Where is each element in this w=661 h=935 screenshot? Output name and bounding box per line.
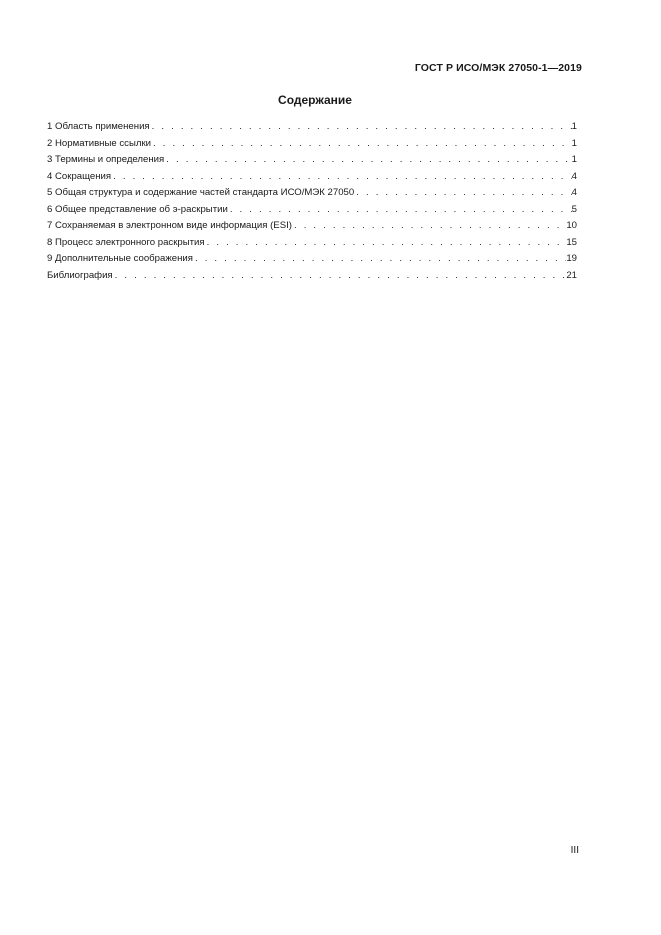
toc-item-page: 19 <box>566 253 577 264</box>
toc-item-page: 1 <box>571 137 577 149</box>
toc-item-bibliography[interactable] <box>47 268 577 285</box>
toc-item-page: 21 <box>566 269 577 281</box>
toc-leader-dots <box>113 169 572 186</box>
toc-item-label: 3 Термины и определения <box>47 154 165 165</box>
toc-item-label: Библиография <box>47 269 113 281</box>
toc-item-page: 1 <box>571 121 577 132</box>
toc-item-terms-definitions[interactable] <box>47 152 577 169</box>
toc-item-structure[interactable] <box>47 185 577 202</box>
toc-item-label: 2 Нормативные ссылки <box>47 137 152 149</box>
toc-item-page: 1 <box>571 154 577 165</box>
toc-item-label: 7 Сохраняемая в электронном виде информация (ESI) <box>47 220 292 231</box>
toc-item-scope[interactable] <box>47 119 577 136</box>
toc-item-label: 4 Сокращения <box>47 170 112 182</box>
document-code-header: ГОСТ Р ИСО/МЭК 27050-1—2019 <box>414 62 582 74</box>
toc-item-page: 5 <box>571 203 577 215</box>
toc-item-ediscovery-process[interactable] <box>47 235 577 252</box>
toc-item-label: 8 Процесс электронного раскрытия <box>47 236 205 248</box>
toc-item-ediscovery-overview[interactable] <box>47 202 577 219</box>
toc-leader-dots <box>294 218 566 235</box>
toc-leader-dots <box>115 268 567 285</box>
toc-item-label: 9 Дополнительные соображения <box>47 253 193 264</box>
toc-leader-dots <box>230 202 572 219</box>
table-of-contents <box>47 119 577 284</box>
toc-item-normative-references[interactable] <box>47 136 577 153</box>
toc-leader-dots <box>356 185 571 202</box>
toc-leader-dots <box>207 235 567 252</box>
toc-item-page: 15 <box>566 236 577 248</box>
toc-item-esi[interactable] <box>47 218 577 235</box>
toc-item-page: 4 <box>571 187 577 198</box>
toc-item-label: 1 Область применения <box>47 121 150 132</box>
toc-title: Содержание <box>278 93 352 107</box>
toc-item-page: 10 <box>566 220 577 231</box>
toc-item-additional-considerations[interactable] <box>47 251 577 268</box>
page-number: III <box>570 845 579 856</box>
toc-leader-dots <box>195 251 566 268</box>
toc-leader-dots <box>166 152 571 169</box>
toc-leader-dots <box>152 119 572 136</box>
toc-item-label: 5 Общая структура и содержание частей стандарта ИСО/МЭК 27050 <box>47 187 355 198</box>
toc-leader-dots <box>153 136 572 153</box>
toc-item-label: 6 Общее представление об э-раскрытии <box>47 203 228 215</box>
toc-item-page: 4 <box>571 170 577 182</box>
toc-item-abbreviations[interactable] <box>47 169 577 186</box>
